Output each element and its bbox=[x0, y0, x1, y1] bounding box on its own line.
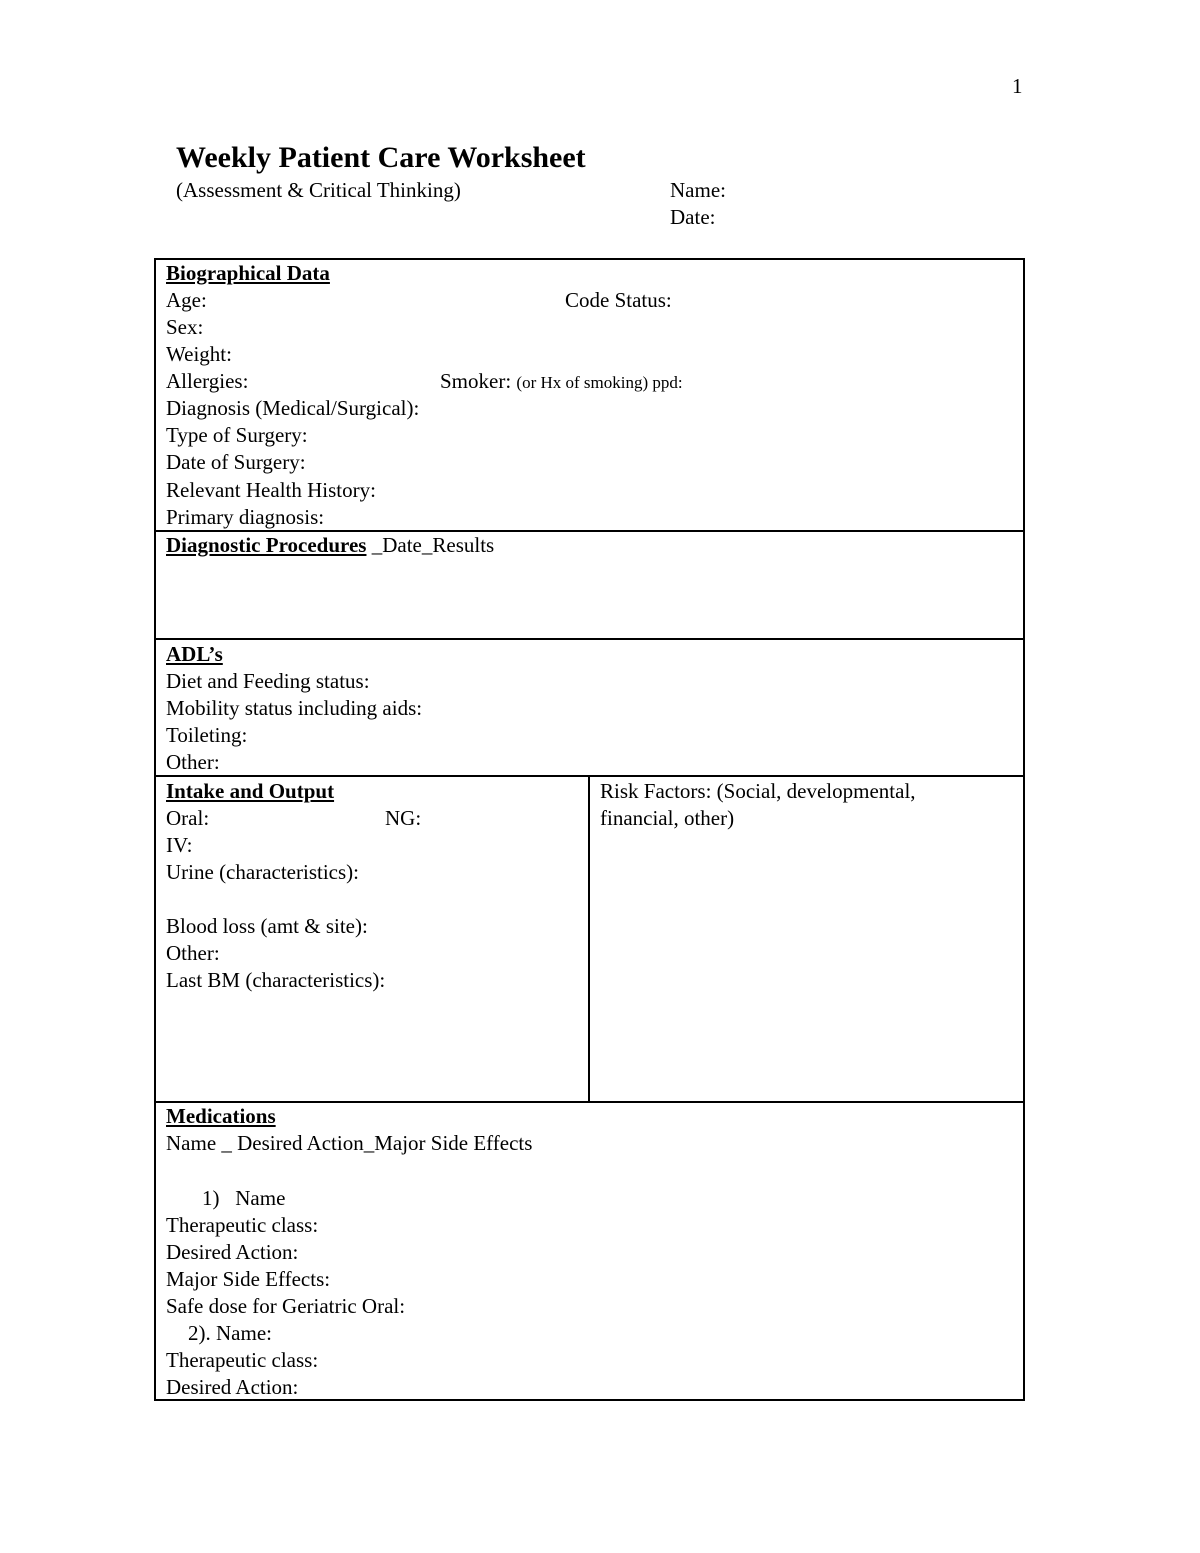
type-of-surgery-label: Type of Surgery: bbox=[166, 423, 308, 447]
iv-label: IV: bbox=[166, 833, 193, 857]
table-border-right bbox=[1023, 258, 1025, 1401]
med-1-safe-dose: Safe dose for Geriatric Oral: bbox=[166, 1294, 406, 1318]
name-label: Name: bbox=[670, 178, 726, 202]
divider-intake-risk bbox=[588, 775, 590, 1103]
med-1-side-effects: Major Side Effects: bbox=[166, 1267, 331, 1291]
urine-label: Urine (characteristics): bbox=[166, 860, 359, 884]
diet-label: Diet and Feeding status: bbox=[166, 669, 370, 693]
med-1-class: Therapeutic class: bbox=[166, 1213, 319, 1237]
table-border-left bbox=[154, 258, 156, 1401]
primary-diagnosis-label: Primary diagnosis: bbox=[166, 505, 325, 529]
mobility-label: Mobility status including aids: bbox=[166, 696, 423, 720]
sex-label: Sex: bbox=[166, 315, 204, 339]
med-2-name: 2). Name: bbox=[188, 1321, 272, 1345]
diagnosis-label: Diagnosis (Medical/Surgical): bbox=[166, 396, 420, 420]
risk-factors-line-1: Risk Factors: (Social, developmental, bbox=[600, 779, 916, 803]
intake-other-label: Other: bbox=[166, 941, 220, 965]
code-status-label: Code Status: bbox=[565, 288, 672, 312]
divider-adls bbox=[154, 638, 1025, 640]
smoker-text: Smoker: bbox=[440, 369, 512, 393]
intake-heading: Intake and Output bbox=[166, 779, 335, 803]
medications-heading: Medications bbox=[166, 1104, 276, 1128]
med-2-class: Therapeutic class: bbox=[166, 1348, 319, 1372]
oral-label: Oral: bbox=[166, 806, 210, 830]
med-2-action: Desired Action: bbox=[166, 1375, 299, 1399]
date-label: Date: bbox=[670, 205, 716, 229]
med-1-name: 1) Name bbox=[202, 1186, 286, 1210]
diagnostic-heading: Diagnostic Procedures bbox=[166, 533, 367, 557]
page-number: 1 bbox=[1012, 74, 1023, 98]
ng-label: NG: bbox=[385, 806, 422, 830]
page-subtitle: (Assessment & Critical Thinking) bbox=[176, 178, 461, 202]
allergies-label: Allergies: bbox=[166, 369, 249, 393]
toileting-label: Toileting: bbox=[166, 723, 248, 747]
age-label: Age: bbox=[166, 288, 207, 312]
smoker-label bbox=[440, 368, 683, 396]
smoker-note: (or Hx of smoking) ppd: bbox=[516, 373, 683, 392]
diagnostic-row bbox=[166, 532, 494, 559]
diagnostic-columns: _Date_Results bbox=[366, 533, 495, 557]
blood-loss-label: Blood loss (amt & site): bbox=[166, 914, 368, 938]
adls-other-label: Other: bbox=[166, 750, 220, 774]
adls-heading: ADL’s bbox=[166, 642, 223, 666]
weight-label: Weight: bbox=[166, 342, 232, 366]
page-title: Weekly Patient Care Worksheet bbox=[176, 141, 586, 174]
med-1-action: Desired Action: bbox=[166, 1240, 299, 1264]
date-of-surgery-label: Date of Surgery: bbox=[166, 450, 306, 474]
last-bm-label: Last BM (characteristics): bbox=[166, 968, 386, 992]
biographical-heading: Biographical Data bbox=[166, 261, 330, 285]
risk-factors-line-2: financial, other) bbox=[600, 806, 735, 830]
relevant-history-label: Relevant Health History: bbox=[166, 478, 376, 502]
medications-columns: Name _ Desired Action_Major Side Effects bbox=[166, 1131, 533, 1155]
